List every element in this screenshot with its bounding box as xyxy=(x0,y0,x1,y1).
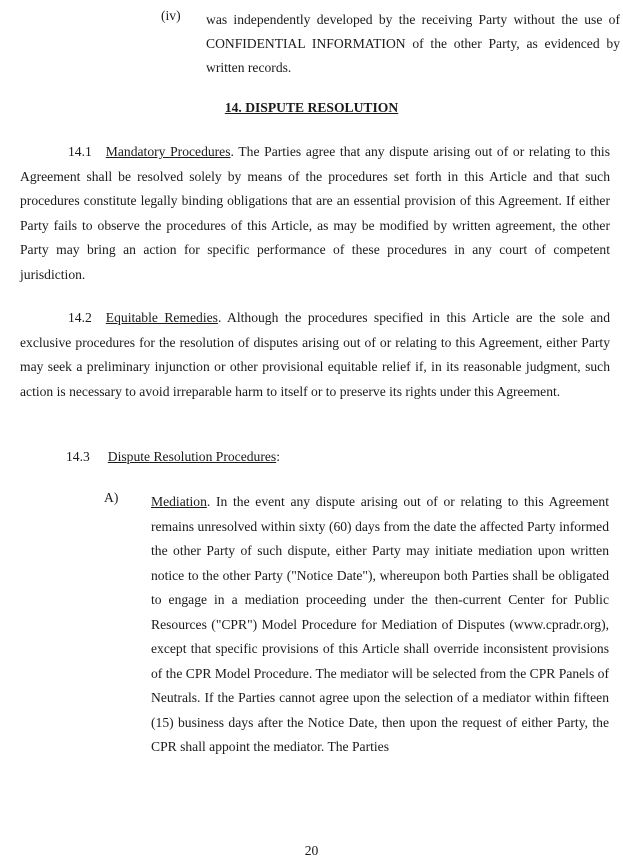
clause-iv-text: was independently developed by the receiving Party without the use of CONFIDENTIAL INFORMATION of the other Party, as evidenced by written records. xyxy=(206,12,620,75)
section-14-2-number: 14.2 xyxy=(68,310,92,325)
clause-iv-number: (iv) xyxy=(161,8,181,23)
section-14-1-text: . The Parties agree that any dispute arising out of or relating to this Agreement shall be resolved solely by means of the procedures set forth in this Article and that such procedures constitute legally binding obligations that are an essential provision of this Agreement. If either Party fails to observe the procedures of this Article, as may be modified by written agreement, the other Party may bring an action for specific performance of these procedures in any court of competent jurisdiction. xyxy=(20,144,610,282)
section-heading: 14. DISPUTE RESOLUTION xyxy=(224,100,399,115)
section-14-2-text: . Although the procedures specified in this Article are the sole and exclusive procedures for the resolution of disputes arising out of or relating to this Agreement, either Party may seek a preliminary injunction or other provisional equitable relief if, in its reasonable judgment, such action is necessary to avoid irreparable harm to itself or to preserve its rights under this Agreement. xyxy=(20,310,610,399)
section-14-1-title: Mandatory Procedures xyxy=(105,144,231,159)
section-14-1 xyxy=(20,140,610,288)
page-number: 20 xyxy=(304,843,319,858)
section-14-3 xyxy=(66,449,280,465)
section-14-1-number: 14.1 xyxy=(68,144,92,159)
section-14-2 xyxy=(20,306,610,404)
subsection-a-body xyxy=(151,490,609,760)
subsection-a-letter: A) xyxy=(104,490,119,505)
section-14-3-title: Dispute Resolution Procedures xyxy=(107,449,277,464)
subsection-a-title: Mediation xyxy=(151,494,207,509)
subsection-a-text: . In the event any dispute arising out of or relating to this Agreement remains unresolved within sixty (60) days from the date the affected Party informed the other Party of such dispute, either Party may initiate mediation upon written notice to the other Party ("Notice Date"), whereupon both Parties shall be obligated to engage in a mediation proceeding under the then-current Center for Public Resources ("CPR") Model Procedure for Mediation of Disputes (www.cpradr.org), except that specific provisions of this Article shall override inconsistent provisions of the CPR Model Procedure. The mediator will be selected from the CPR Panels of Neutrals. If the Parties cannot agree upon the selection of a mediator within fifteen (15) business days after the Notice Date, then upon the request of either Party, the CPR shall appoint the mediator. The Parties xyxy=(151,494,609,754)
section-14-3-suffix: : xyxy=(276,449,280,464)
section-14-3-number: 14.3 xyxy=(66,449,90,464)
section-14-2-title: Equitable Remedies xyxy=(105,310,218,325)
